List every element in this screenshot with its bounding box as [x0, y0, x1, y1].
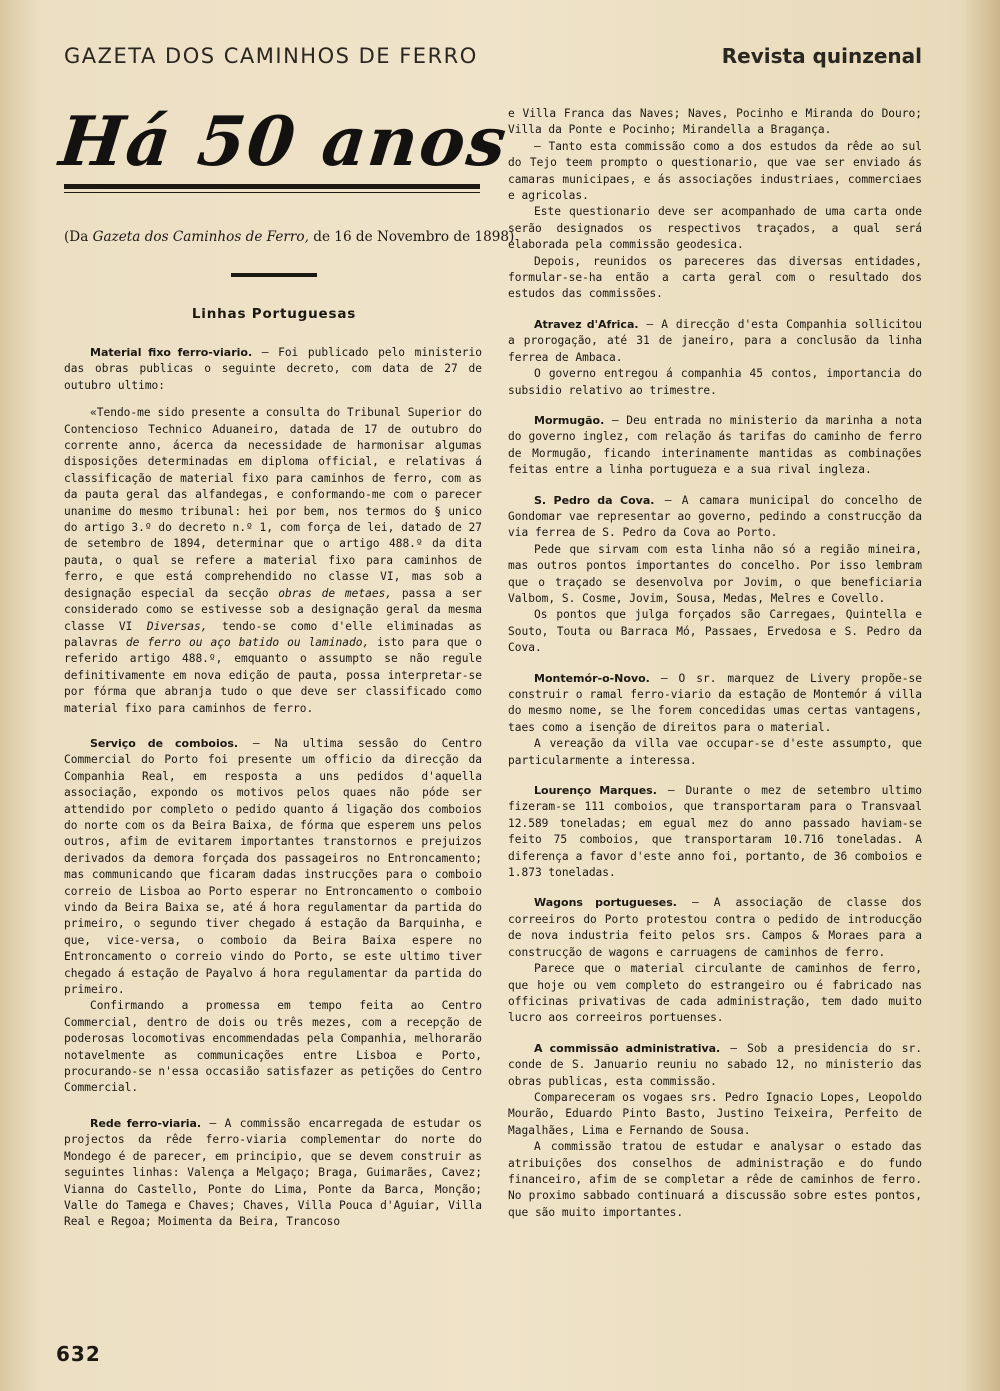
article-s-pedro-da-cova: S. Pedro da Cova. — A camara municipal do concelho de Gondomar vae representar ao governo, pedindo a construcção da via ferrea de S. Pedro da Cova ao Porto. — [508, 493, 922, 540]
source-citation: (Da Gazeta dos Caminhos de Ferro, de 16 de Novembro de 1898) — [64, 229, 515, 245]
article-heading: Serviço de comboios. — [90, 736, 239, 750]
left-column — [64, 345, 482, 1231]
paragraph: Compareceram os vogaes srs. Pedro Ignacio Lopes, Leopoldo Mourão, Eduardo Pinto Basto, Justino Teixeira, Perfeito de Magalhães, Lima e Fernando de Sousa. — [508, 1090, 922, 1137]
section-heading: Linhas Portuguesas — [191, 306, 357, 322]
article-servico-comboios: Serviço de comboios. — Na ultima sessão do Centro Commercial do Porto foi presente um officio da direcção da Companhia Real, em resposta a uns pedidos d'aquella associação, expondo os motivos pelos quaes não póde ser attendido por completo o pedido quanto á ligação dos comboios do norte com os da Beira Baixa, de fórma que esperem uns pelos outros, afim de evitarem importantes transtornos e prejuizos derivados da demora forçada dos passageiros no Entroncamento; mas communicando que ficaram dadas instrucções para o comboio correio de Lisboa ao Porto esperar no Entroncamento o comboio vindo da Beira Baixa se, até á hora regulamentar da partida do primeiro, o segundo tiver chegado á estação da Barquinha, e que, vice-versa, o comboio da Beira Baixa espere no Entroncamento o correio vindo do Porto, se este ultimo tiver chegado á estação de Payalvo á hora regulamentar da partida do primeiro. — [64, 736, 482, 997]
article-heading: A commissão administrativa. — [534, 1041, 721, 1055]
article-heading: Material fixo ferro-viario. — [90, 346, 253, 359]
page-number: 632 — [56, 1342, 101, 1366]
paragraph: Parece que o material circulante de caminhos de ferro, que hoje ou vem completo do estrangeiro ou é fabricado nas officinas privativas de cada administração, tem dado muito lucro aos correeiros portuenses. — [508, 962, 922, 1025]
article-heading: Lourenço Marques. — [534, 784, 657, 798]
divider-rule — [231, 273, 317, 277]
page-title: Há 50 anos — [55, 102, 512, 182]
journal-subtitle: Revista quinzenal — [721, 44, 922, 68]
title-underline — [64, 184, 480, 189]
article-material-fixo: Material fixo ferro-viario. — Foi publicado pelo ministerio das obras publicas o seguinte decreto, com data de 27 de outubro ultimo: — [64, 346, 482, 392]
article-heading: S. Pedro da Cova. — [534, 493, 655, 507]
article-commissao-administrativa: A commissão administrativa. — Sob a presidencia do sr. conde de S. Januario reuniu no sabado 12, no ministerio das obras publicas, esta commissão. — [508, 1041, 923, 1088]
paragraph-continued: e Villa Franca das Naves; Naves, Pocinho e Miranda do Douro; Villa da Ponte e Pocinho; Mirandella a Bragança. — [508, 107, 922, 137]
paragraph: Este questionario deve ser acompanhado de uma carta onde serão designados os respectivos traçados, a qual será elaborada pela commissão geodesica. — [508, 205, 922, 252]
article-mormugao: Mormugão. — Deu entrada no ministerio da marinha a nota do governo inglez, com relação ás tarifas do caminho de ferro de Mormugão, ficando interinamente mantidas as combinações feitas entre a linha portugueza e a sua rival ingleza. — [508, 413, 922, 477]
article-heading: Rede ferro-viaria. — [90, 1116, 202, 1130]
title-underline-thin — [64, 192, 480, 193]
article-lourenco-marques: Lourenço Marques. — Durante o mez de setembro ultimo fizeram-se 111 comboios, que transportaram para o Transvaal 12.589 toneladas; em egual mez do anno passado haviam-se feito 75 comboios, que transportaram 10.716 toneladas. A diferença a favor d'este anno foi, portanto, de 36 comboios e 1.873 toneladas. — [508, 784, 922, 880]
article-heading: Mormugão. — [534, 413, 605, 427]
article-heading: Atravez d'Africa. — [534, 317, 639, 331]
paragraph: Confirmando a promessa em tempo feita ao Centro Commercial, dentro de dois ou três mezes, com a recepção de poderosas locomotivas encommendadas pela Companhia, melhorarão notavelmente as communicações entre Lisboa e Porto, procurando-se n'essa occasião satisfazer as petições do Centro Commercial. — [64, 999, 482, 1095]
article-heading: Wagons portugueses. — [534, 896, 677, 910]
decree-text: «Tendo-me sido presente a consulta do Tribunal Superior do Contencioso Technico Aduaneiro, datada de 17 de outubro do corrente anno, ácerca da necessidade de harmonisar algumas disposições determinadas em diploma official, e relativas á classificação de material fixo para caminhos de ferro, com as da pauta geral das alfandegas, e conformando-me com o parecer unanime do mesmo tribunal: hei por bem, nos termos do § unico do artigo 3.º do decreto n.º 1, com força de lei, datado de 27 de setembro de 1894, determinar que o artigo 488.º da dita pauta, o qual se refere a material fixo para caminhos de ferro, e que está comprehendido no classe VI, mas sob a designação especial da secção obras de metaes, passa a ser considerado como se estivesse sob a designação geral da mesma classe VI Diversas, tendo-se como d'elle eliminadas as palavras de ferro ou aço batido ou laminado, isto para que o referido artigo 488.º, emquanto o assumpto se não regule definitivamente em nova edição de pauta, possa interpretar-se por fórma que abranja tudo o que deve ser classificado como material fixo para caminhos de ferro. — [64, 406, 482, 715]
paragraph: Depois, reunidos os pareceres das diversas entidades, formular-se-ha então a carta geral com o resultado dos estudos das commissões. — [508, 254, 922, 301]
article-rede-ferro-viaria: Rede ferro-viaria. — A commissão encarregada de estudar os projectos da rêde ferro-viaria complementar do norte do Mondego é de parecer, em principio, que se devem construir as seguintes linhas: Valença a Melgaço; Braga, Guimarães, Cavez; Vianna do Castello, Ponte do Lima, Ponte da Barca, Monção; Valle do Tamega e Chaves; Chaves, Villa Pouca d'Aguiar, Villa Real e Regoa; Moimenta da Beira, Trancoso — [64, 1116, 482, 1229]
journal-header: GAZETA DOS CAMINHOS DE FERRO — [64, 44, 478, 68]
paragraph: A commissão tratou de estudar e analysar o estado das atribuições dos conselhos de administração e do fundo financeiro, afim de se completar a rêde de caminhos de ferro. No proximo sabbado continuará a discussão sobre estes pontos, que são muito importantes. — [508, 1140, 922, 1219]
article-montemor-o-novo: Montemór-o-Novo. — O sr. marquez de Livery propõe-se construir o ramal ferro-viario da estação de Montemór á villa do mesmo nome, se lhe forem concedidas umas certas vantagens, taes como a isenção de direitos para o material. — [508, 671, 922, 734]
paragraph: A vereação da villa vae occupar-se d'este assumpto, que particularmente a interessa. — [508, 737, 922, 767]
paragraph: O governo entregou á companhia 45 contos, importancia do subsidio relativo ao trimestre. — [508, 367, 922, 397]
paragraph: Pede que sirvam com esta linha não só a região mineira, mas outros pontos importantes do concelho. Por isso lembram que o traçado se desenvolva por Jovim, o que beneficiaria Valbom, S. Cosme, Jovim, Sousa, Medas, Melres e Covello. — [508, 542, 922, 605]
article-wagons-portugueses: Wagons portugueses. — A associação de classe dos correeiros do Porto protestou contra o pedido de introducção de nova industria feito pelos srs. Campos & Moraes para a construcção de wagons e carruagens de caminhos de ferro. — [508, 896, 922, 959]
paragraph: — Tanto esta commissão como a dos estudos da rêde ao sul do Tejo teem prompto o questionario, que vae ser enviado ás camaras municipaes, e ás associações industriaes, commerciaes e agricolas. — [508, 139, 922, 203]
paragraph: Os pontos que julga forçados são Carregaes, Quintella e Souto, Touta ou Barraca Mó, Passaes, Ervedosa e S. Pedro da Cova. — [508, 608, 922, 655]
article-atravez-africa: Atravez d'Africa. — A direcção d'esta Companhia sollicitou a prorogação, até 31 de janeiro, para a conclusão da linha ferrea de Ambaca. — [508, 317, 923, 364]
right-column — [508, 106, 922, 1221]
article-heading: Montemór-o-Novo. — [534, 671, 650, 685]
source-journal: Gazeta dos Caminhos de Ferro, — [92, 229, 309, 245]
